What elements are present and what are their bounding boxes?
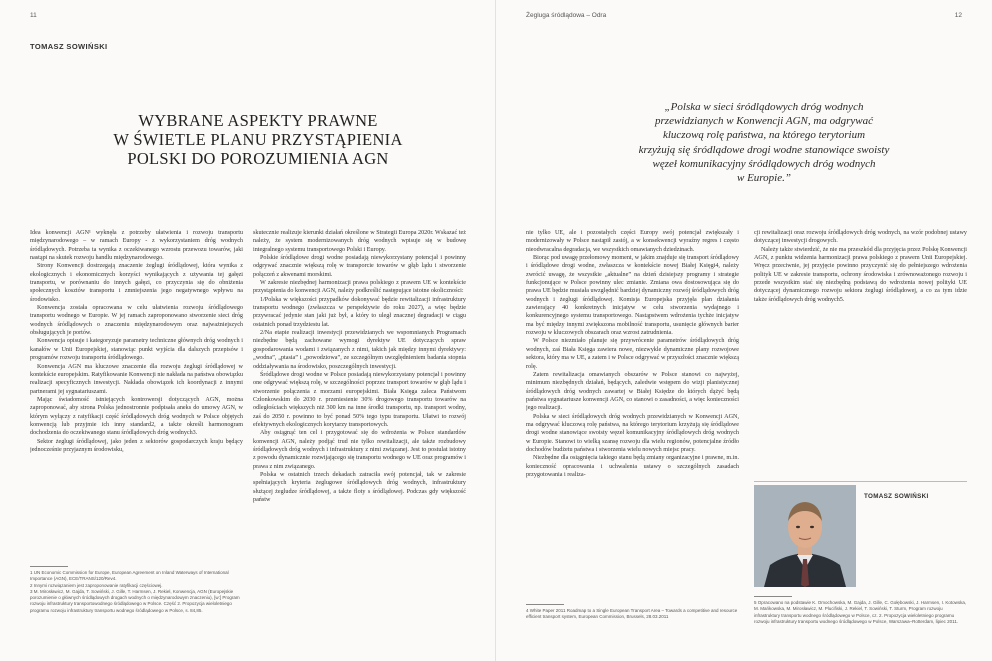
title-line: POLSKI DO POROZUMIENIA AGN (127, 149, 389, 168)
article-title (90, 111, 426, 168)
paragraph: Polska w ostatnich trzech dekadach zatraciła swój potencjał, tak w zakresie spełniających kryteria żeglugowe śródlądowych dróg wodnych, infrastruktury służącej żegludze śródlądowej, a także floty s śródlądowej. Podczas gdy większość państw (253, 471, 466, 503)
paragraph: skutecznie realizuje kierunki działań określone w Strategii Europa 2020r. Wskazać też należy, że system modernizowanych dróg wodnych wpisuje się w budowę integralnego systemu transportowego Polski i Europy. (253, 230, 466, 253)
running-head: Żegluga śródlądowa – Odra (526, 12, 607, 19)
body-column-1 (30, 229, 243, 555)
footnote-rule (754, 596, 792, 597)
paragraph: Konwencja została opracowana w celu ułatwienia rozwoju śródlądowego transportu wodnego w Europie. W jej ramach zaproponowano stworzenie sieci dróg wodnych śródlądowych o znaczeniu międzynarodowym oraz najważniejszych obsługujących je portów. (30, 305, 243, 337)
footnote: 1 UN Economic Commission for Europe, European Agreement on Inland Waterways of International Importance (AGN), ECE/TRANS/120/Rev4. (30, 570, 229, 582)
quote-line: przewidzianych w Konwencji AGN, ma odgrywać (655, 115, 873, 128)
title-line: WYBRANE ASPEKTY PRAWNE (138, 111, 378, 130)
paragraph: 1/Polska w większości przypadków dokonywać będzie rewitalizacji infrastruktury transportu wodnego (zwłaszcza w perspektywie do roku 2027), a więc będzie przywracać jedynie stan jaki już był, a który to uległ znacznej degradacji w ciągu ostatnich ponad trzydziestu lat. (253, 296, 466, 328)
body-column-3 (526, 229, 739, 595)
paragraph: Zatem rewitalizacja omawianych obszarów w Polsce stanowi co najwyżej, minimum niezbędnych działań, będących, zaledwie wstępem do wizji planistycznej śródlądowych dróg wodnych zawartej w Białej Księdze do których dążyć będą państwa sygnatariusze konwencji AGN, co stanowi o zasadności, a więc konieczności jego realizacji. (526, 371, 739, 412)
footnote-rule (30, 566, 68, 567)
paragraph: Konwencja opisuje i kategoryzuje parametry techniczne głównych dróg wodnych i kanałów w Unii Europejskiej, stanowiąc punkt wyjścia dla dalszych przepisów i programów rozwoju transportu śródlądowego. (30, 338, 243, 362)
footnotes-left (30, 570, 243, 642)
author-photo (754, 485, 856, 587)
footnote: 2 Innymi rozwiązaniem jest zaproponowanie ratyfikacji częściowej. (30, 582, 163, 588)
photo-caption: TOMASZ SOWIŃSKI (864, 493, 929, 500)
quote-line: kluczową rolę państwa, na którego terytorium (662, 129, 866, 142)
photo-top-rule (754, 481, 967, 482)
pull-quote (616, 100, 912, 185)
paragraph: W zakresie niezbędnej harmonizacji prawa polskiego z prawem UE w kontekście przystąpienia do konwencji AGN, należy podkreślić następujące istotne okoliczności: (253, 280, 466, 295)
paragraph: Mając świadomość istniejących kontrowersji dotyczących AGN, można zaproponować, aby strona Polska jednostronnie podpisała aneks do umowy AGN, w którym wyłączy z ratyfikacji część śródlądowych dróg wodnych w Polsce objętych konwencją lub przyjmie ich inny standard2, a także określi harmonogram dochodzenia do oczekiwanego stanu śródlądowych dróg wodnych3. (30, 396, 243, 437)
footnote: 3 M. Mirosławicz, M. Gajda, T. Sowiński, J. Gille, T. Harmsen, J. Rekiel, Konwencja, AGN (Europejskie porozumienie o głównych śródlądowych drogach wodnych o międzynarodowym znaczeniu), [w:] Program rozwoju infrastruktury transportowodnego śródlądowego w Polsce. Część 2. Propozycja wieloletniego programu rozwoju infrastruktury transportu wodnego śródlądowego w Polsce, s. 84,85. (30, 588, 240, 613)
page-number-right: 12 (954, 12, 962, 19)
paragraph: W Polsce niezmiało planuje się przywrócenie parametrów śródlądowych dróg wodnych, zaś Biała Księga zawiera nowe, niezwykle dynamiczne plany rozwojowe sektora, który ma w UE, a zatem i w Polsce odgrywać w przyszłości znacznie większą rolę. (526, 338, 739, 370)
page-number-left: 11 (30, 12, 37, 19)
paragraph: nie tylko UE, ale i pozostałych części Europy swój potencjał zwiększały i modernizowały w Polsce nastąpił zastój, a w konsekwencji wyraźny regres i często nieodwracalna degradacja, we wszystkich omawianych dziedzinach. (526, 230, 739, 253)
paragraph: Polskie śródlądowe drogi wodne posiadają niewykorzystany potencjał i powinny odgrywać znacznie większą rolę w transporcie towarów w głąb lądu i stworzenie połączeń z akwenami morskimi. (253, 255, 466, 278)
paragraph: Biorąc pod uwagę przełomowy moment, w jakim znajduje się transport śródlądowy i śródlądowe drogi wodne, zwłaszcza w kontekście nowej Białej Księgi4, należy zwrócić uwagę, że wszystkie „aktualne” na dzień dzisiejszy programy i strategie funkcjonujące w Polsce powinny ulec zmianie. Zmiana owa dostosowująca się do prawa UE będzie musiała uwzględnić bardziej dynamiczny rozwój śródlądowych dróg wodnych i żeglugi śródlądowej. Komisja Europejska przyjęła plan działania zawierający 40 konkretnych inicjatyw w celu stworzenia wydajnego i konkurencyjnego systemu transportowego. Nastąpstwem wdrożenia tychże inicjatyw ma być między innymi zwiększona mobilność transportu, usunięcie głównych barier rozwoju w kluczowych obszarach oraz wzrost zatrudnienia. (526, 255, 739, 337)
footnote-rule (526, 604, 564, 605)
author-name: TOMASZ SOWIŃSKI (30, 42, 108, 51)
paragraph: Aby osiągnąć ten cel i przygotować się do wdrożenia w Polsce standardów konwencji AGN, należy podjąć trud nie tylko rewitalizacji, ale także rozbudowy śródlądowych dróg wodnych i infrastruktury z nimi związanej. Jest to postulat istotny z powodu dynamicznie rozwijającego się transportu wodnego w UE oraz programów i prawa z nim związanego. (253, 430, 466, 470)
paragraph: 2/Na etapie realizacji inwestycji przewidzianych we wspomnianych Programach niezbędne będą zachowane wymogi dyrektyw UE dotyczących spraw gospodarowania wodami i związanych z nimi, takich jak między innymi dyrektywy: „wodna”, „ptasia” i „powodziowa”, ze szczególnym uwzględnieniem badania stopnia oddziaływania na środowisko, poszczególnych inwestycji. (253, 330, 466, 370)
quote-line: „Polska w sieci śródlądowych dróg wodnych (664, 101, 864, 113)
body-column-2 (253, 229, 466, 642)
footnote-4: 4 White Paper 2011 Roadmap to a Single European Transport Area – Towards a competitive and resource efficient transport system, European Commission, Brussels, 28.03.2011 (526, 608, 738, 620)
quote-line: krzyżują się śródlądowe drogi wodne stanowiące swoisty (638, 143, 890, 156)
quote-line: w Europie.” (737, 172, 791, 185)
paragraph: Konwencja AGN ma kluczowe znaczenie dla rozwoju żeglugi śródlądowej w kontekście europejskim. Ratyfikowanie Konwencji nie nakłada na państwa obowiązku realizacji specyficznych inwestycji. Nakłada obowiązek ich koordynacji z innymi partnerami jej sygnatariuszami. (30, 363, 243, 395)
paragraph: Strony Konwencji dostrzegają znaczenie żeglugi śródlądowej, która wynika z ekologicznych i ekonomicznych korzyści wynikających z używania tej gałęzi transportu, w porównaniu do innych gałęzi, co przyczynia się do obniżenia społecznych kosztów transportu i zmniejszenia jego negatywnego wpływu na środowisko. (30, 263, 243, 303)
footnote-5: 5 Opracowano na podstawie K. Omochowska, M. Gajda, J. Gille, C. Gołębowski, J. Harmsen, I. Kotowska, M. Mańkowska, M. Mirosławicz, M. Plucifiski, J. Rekiel, T. Sowiński, T. Sturm, Program rozwoju infrastruktury transportu wodnego śródlądowego w Polsce, cz. 2. Propozycja wieloletniego programu rozwoju infrastruktury transportu wodnego śródlądowego w Polsce, Warszawa–Rotterdam, lipiec 2011. (754, 600, 967, 624)
paragraph: cji rewitalizacji oraz rozwoju śródlądowych dróg wodnych, na wzór podobnej ustawy dotyczącej inwestycji drogowych. (754, 230, 967, 245)
title-line: W ŚWIETLE PLANU PRZYSTĄPIENIA (113, 130, 403, 149)
body-column-4 (754, 229, 967, 369)
paragraph: Sektor żeglugi śródlądowej, jako jeden z sektorów gospodarczych kraju będący jednocześnie przyjaznym środowisku, (30, 438, 243, 453)
paragraph: Idea konwencji AGN¹ wyknęła z potrzeby ułatwienia i rozwoju transportu międzynarodowego – w ramach Europy - z wykorzystaniem dróg wodnych śródlądowych. Potrzeba ta wynika z oczekiwanego wzrostu przewozu towarów, jaki nastąpi na skutek rozwoju handlu międzynarodowego. (30, 230, 243, 262)
paragraph: Śródlądowe drogi wodne w Polsce posiadają niewykorzystany potencjał i powinny one odgrywać większą rolę, w szczególności poprzez transport towarów w głąb lądu i stworzenie połączenia z morzami europejskimi. Biała Księga zaleca Państwom Członkowskim do 2030 r. przeniesienie 30% drogowego transportu towarów na odległościach większych niż 300 km na inne środki transportu, np. transport wodny, zaś do 2050 r. powinno to być ponad 50% tego typu transportu. Ułatwi to rozwój efektywnych ekologicznych korytarzy transportowych. (253, 371, 466, 428)
paragraph: Niezbędne dla osiągnięcia takiego stanu będą zmiany organizacyjne i prawne, m.in. konieczność opracowania i uchwalenia ustawy o szczególnych zasadach przygotowania i realiza- (526, 455, 739, 478)
paragraph: Należy także stwierdzić, że nie ma przeszkód dla przyjęcia przez Polskę Konwencji AGN, z punktu widzenia harmonizacji prawa polskiego z prawem Unii Europejskiej. Wręcz przeciwnie, jej przyjęcie powinno przyczynić się do pełniejszego wdrożenia polityk UE w zakresie transportu, ochrony środowiska i zrównoważonego rozwoju i przede wszystkim stać się niezbędną podstawą do wdrożenia nowej polityki UE dotyczącej dynamicznego rozwoju sektora żeglugi śródlądowej, a co za tym idzie także śródlądowych dróg wodnych5. (754, 246, 967, 303)
quote-line: węzeł komunikacyjny śródlądowych dróg wodnych (652, 157, 876, 170)
author-photo-block (754, 485, 964, 587)
paragraph: Polska w sieci śródlądowych dróg wodnych przewidzianych w Konwencji AGN, ma odgrywać kluczową rolę państwa, na którego terytorium krzyżują się śródlądowe drogi wodne stanowiące swoisty węzeł komunikacyjny śródlądowych dróg wodnych w Europie. Stanowi to wielką szansę rozwoju dla wielu regionów, potencjalne źródło dochodów budżetu państwa i stworzenia wielu nowych miejsc pracy. (526, 413, 739, 453)
portrait-image-icon (754, 485, 856, 587)
